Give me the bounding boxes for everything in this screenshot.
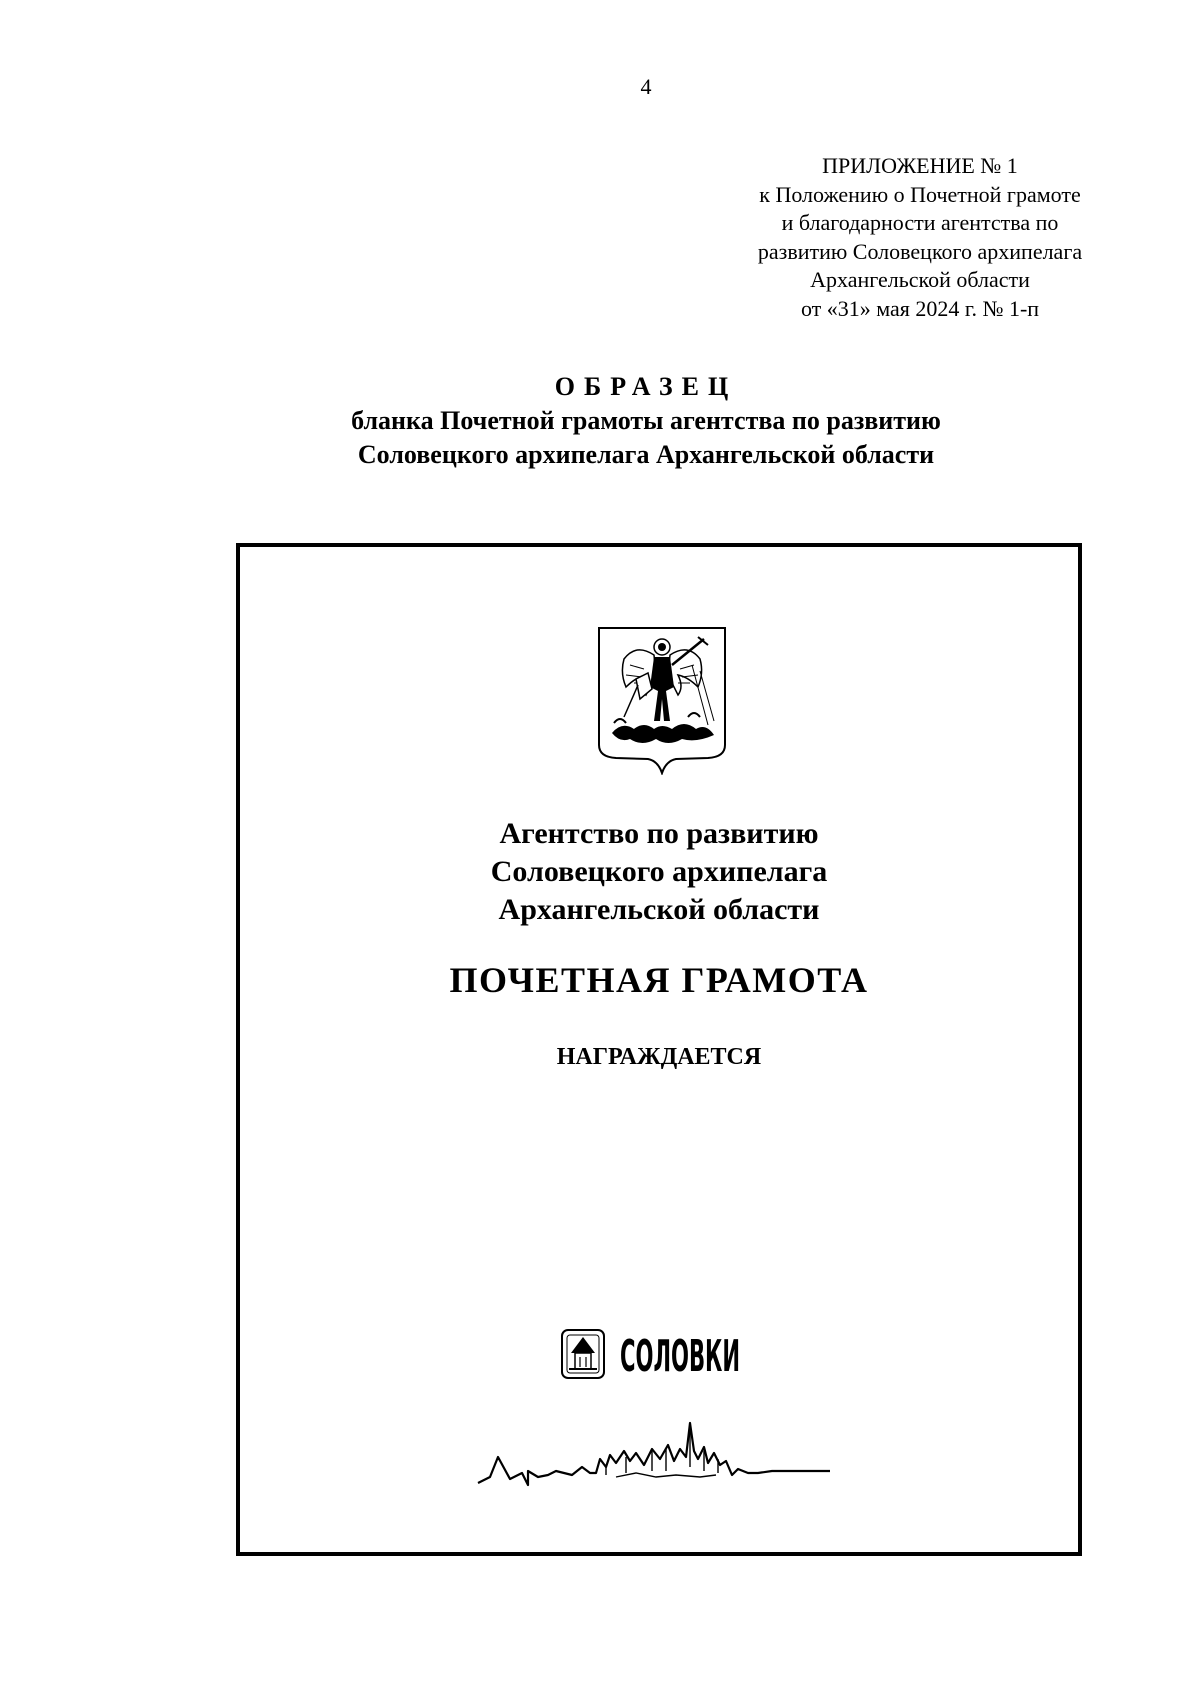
agency-line: Архангельской области [498,893,820,926]
agency-line: Агентство по развитию [499,817,819,850]
page-number: 4 [640,74,652,99]
certificate-form-frame [236,543,1082,1556]
awarded-label: НАГРАЖДАЕТСЯ [556,1044,762,1070]
appendix-block [720,152,1120,323]
agency-line: Соловецкого архипелага [490,855,828,888]
archangel-coat-of-arms-icon [596,625,728,775]
appendix-line: ПРИЛОЖЕНИЕ № 1 [822,153,1018,178]
solovki-monastery-logo-icon [476,1327,862,1497]
appendix-line: Архангельской области [810,267,1030,292]
appendix-line: к Положению о Почетной грамоте [759,181,1081,207]
heading-line: Соловецкого архипелага Архангельской области [357,440,935,469]
sample-label: ОБРАЗЕЦ [554,372,738,401]
certificate-title: ПОЧЕТНАЯ ГРАМОТА [449,960,869,1000]
appendix-line: от «31» мая 2024 г. № 1-п [800,295,1040,321]
appendix-line: и благодарности агентства по [781,210,1059,235]
agency-name [240,815,1078,929]
heading-line: бланка Почетной грамоты агентства по развитию [351,406,941,435]
logo-wordmark: СОЛОВКИ [620,1331,740,1382]
document-heading [0,370,1200,472]
appendix-line: развитию Соловецкого архипелага [757,238,1083,264]
